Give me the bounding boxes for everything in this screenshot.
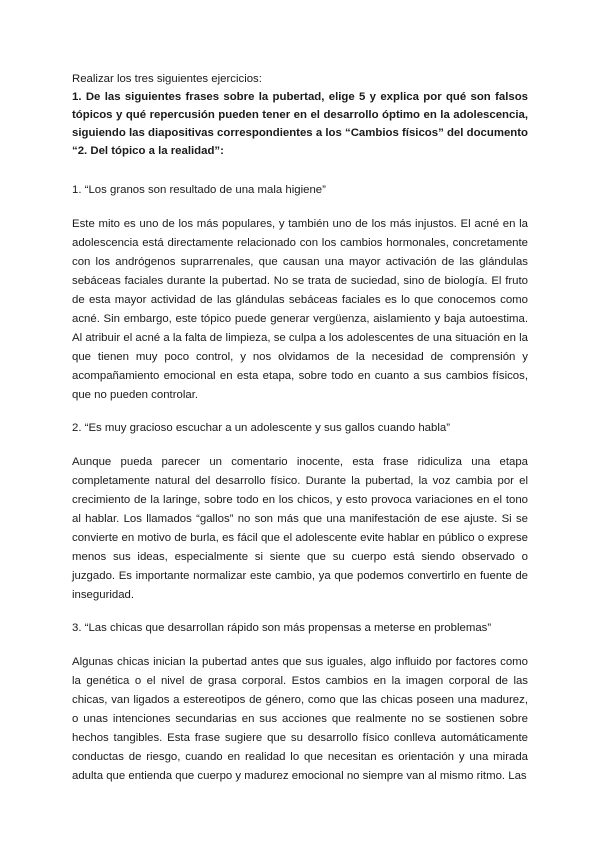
myth-title: 1. “Los granos son resultado de una mala higiene”: [72, 184, 326, 196]
myth-explanation: Algunas chicas inician la pubertad antes que sus iguales, algo influido por factores como la genética o el nivel de grasa corporal. Estos cambios en la imagen corporal de las chicas, van ligados a estereotipos de género, como que las chicas poseen una madurez, o unas intenciones secundarias en sus acciones que realmente no se sostienen sobre hechos tangibles. Esta frase sugiere que su desarrollo físico conlleva automáticamente conductas de riesgo, cuando en realidad lo que necesitan es orientación y una mirada adulta que entienda que cuerpo y madurez emocional no siempre van al mismo ritmo. Las: [72, 656, 528, 782]
myth-title: 3. “Las chicas que desarrollan rápido son más propensas a meterse en problemas”: [72, 622, 492, 634]
exercise-heading: 1. De las siguientes frases sobre la pubertad, elige 5 y explica por qué son falsos tópicos y qué repercusión pueden tener en el desarrollo óptimo en la adolescencia, siguiendo las diapositivas correspondientes a los “Cambios físicos” del documento “2. Del tópico a la realidad”:: [72, 91, 528, 157]
myth-explanation: Aunque pueda parecer un comentario inocente, esta frase ridiculiza una etapa completamente natural del desarrollo físico. Durante la pubertad, la voz cambia por el crecimiento de la laringe, sobre todo en los chicos, y esto provoca variaciones en el tono al hablar. Los llamados “gallos” no son más que una manifestación de ese ajuste. Si se convierte en motivo de burla, es fácil que el adolescente evite hablar en público o exprese menos sus ideas, especialmente si siente que su cuerpo está siendo observado o juzgado. Es importante normalizar este cambio, ya que podemos convertirlo en fuente de inseguridad.: [72, 456, 528, 601]
myth-explanation: Este mito es uno de los más populares, y también uno de los más injustos. El acné en la adolescencia está directamente relacionado con los cambios hormonales, concretamente con los andrógenos suprarrenales, que causan una mayor activación de las glándulas sebáceas faciales durante la pubertad. No se trata de suciedad, sino de biología. El fruto de esta mayor actividad de las glándulas sebáceas faciales es lo que conocemos como acné. Sin embargo, este tópico puede generar vergüenza, aislamiento y baja autoestima. Al atribuir el acné a la falta de limpieza, se culpa a los adolescentes de una situación en la que tienen muy poco control, y nos olvidamos de la necesidad de comprensión y acompañamiento emocional en esta etapa, sobre todo en cuanto a sus cambios físicos, que no pueden controlar.: [72, 218, 528, 401]
intro-text: Realizar los tres siguientes ejercicios:: [72, 73, 262, 85]
document-page: [72, 70, 528, 786]
myth-title: 2. “Es muy gracioso escuchar a un adolescente y sus gallos cuando habla”: [72, 422, 451, 434]
